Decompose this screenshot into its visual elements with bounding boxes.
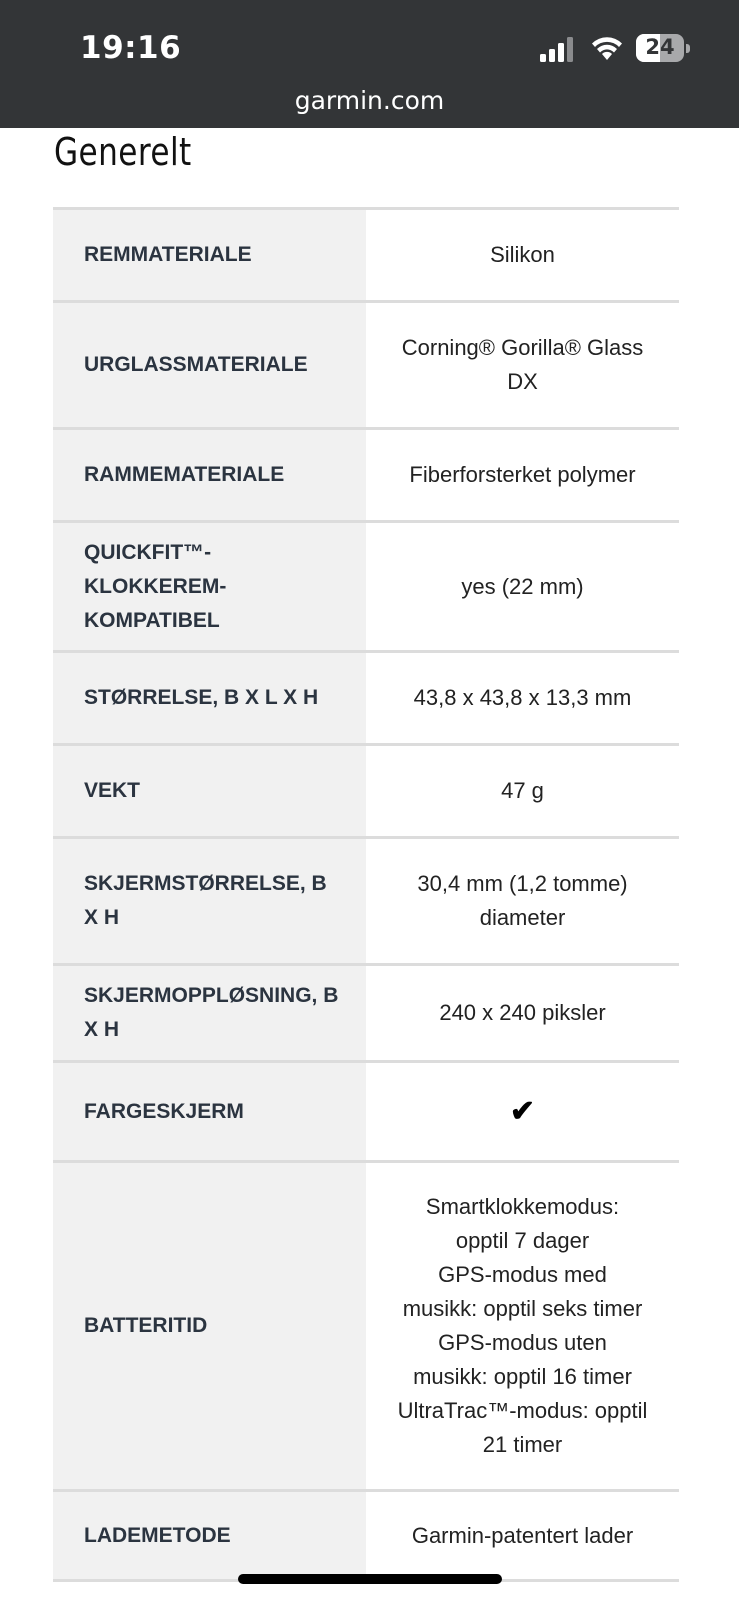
- wifi-icon: [590, 34, 624, 62]
- spec-value: [366, 302, 679, 429]
- spec-value: [366, 522, 679, 652]
- spec-row: [53, 1491, 679, 1581]
- spec-label: STØRRELSE, B X L X H: [53, 652, 366, 745]
- spec-value-line: yes (22 mm): [461, 573, 584, 599]
- spec-value: [366, 209, 679, 302]
- spec-value-line: 30,4 mm (1,2 tomme): [417, 871, 628, 896]
- spec-label: URGLASSMATERIALE: [53, 302, 366, 429]
- spec-row: [53, 652, 679, 745]
- checkmark-icon: ✔: [509, 1094, 536, 1128]
- spec-value-line: GPS-modus med: [438, 1262, 607, 1287]
- spec-value: [366, 1062, 679, 1162]
- spec-row: [53, 1062, 679, 1162]
- spec-label: SKJERMSTØRRELSE, B X H: [53, 838, 366, 965]
- spec-value: [366, 838, 679, 965]
- spec-row: [53, 209, 679, 302]
- spec-value-line: diameter: [479, 905, 566, 930]
- spec-value-line: 240 x 240 piksler: [439, 1000, 606, 1025]
- battery-icon: [636, 34, 690, 62]
- spec-value-line: GPS-modus uten: [438, 1330, 607, 1355]
- cellular-signal-icon: [540, 36, 576, 62]
- spec-value-line: musikk: opptil seks timer: [402, 1296, 643, 1321]
- spec-value-line: 43,8 x 43,8 x 13,3 mm: [413, 685, 632, 710]
- spec-value-line: UltraTrac™-modus: opptil: [397, 1398, 648, 1423]
- spec-label: FARGESKJERM: [53, 1062, 366, 1162]
- spec-label: BATTERITID: [53, 1162, 366, 1491]
- spec-value: [366, 965, 679, 1062]
- spec-value-line: musikk: opptil 16 timer: [413, 1364, 632, 1389]
- battery-level: 24: [645, 35, 675, 59]
- spec-value: [366, 1491, 679, 1581]
- spec-label: QUICKFIT™-KLOKKEREM-KOMPATIBEL: [53, 522, 366, 652]
- spec-row: [53, 745, 679, 838]
- spec-label: VEKT: [53, 745, 366, 838]
- spec-value: [366, 429, 679, 522]
- spec-row: [53, 965, 679, 1062]
- spec-value: [366, 1162, 679, 1491]
- spec-row: [53, 838, 679, 965]
- spec-row: [53, 1162, 679, 1491]
- spec-table: [53, 207, 679, 1582]
- status-time: 19:16: [80, 30, 182, 66]
- spec-value-line: opptil 7 dager: [455, 1228, 590, 1253]
- address-bar-url[interactable]: garmin.com: [294, 86, 445, 115]
- spec-value-line: Corning® Gorilla® Glass: [401, 335, 644, 360]
- status-bar: [0, 0, 739, 128]
- spec-label: LADEMETODE: [53, 1491, 366, 1581]
- spec-row: [53, 522, 679, 652]
- spec-row: [53, 429, 679, 522]
- spec-value-line: Garmin-patentert lader: [411, 1522, 634, 1548]
- spec-value-line: Silikon: [490, 242, 555, 267]
- spec-label: SKJERMOPPLØSNING, B X H: [53, 965, 366, 1062]
- spec-value-line: Fiberforsterket polymer: [409, 462, 636, 487]
- section-title: Generelt: [54, 130, 192, 174]
- spec-value-line: 47 g: [501, 778, 544, 803]
- spec-value-line: Smartklokkemodus:: [425, 1194, 620, 1219]
- spec-row: [53, 302, 679, 429]
- spec-label: REMMATERIALE: [53, 209, 366, 302]
- spec-value: [366, 745, 679, 838]
- home-indicator[interactable]: [238, 1574, 502, 1584]
- spec-value-line: 21 timer: [482, 1432, 563, 1457]
- spec-value-line: DX: [507, 369, 538, 394]
- spec-value: [366, 652, 679, 745]
- spec-label: RAMMEMATERIALE: [53, 429, 366, 522]
